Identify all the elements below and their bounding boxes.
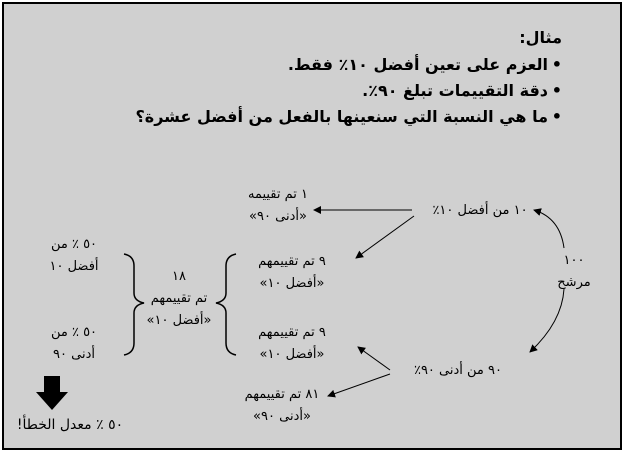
bottom-ninety-node: ٩٠ من أدنى ٩٠٪ (413, 363, 503, 378)
error-rate-label: ٥٠ ٪ معدل الخطأ! (16, 417, 124, 433)
box-a-rated-bottom: ١ تم تقييمه «أدنى ٩٠» (247, 187, 309, 224)
arrow-to-box-b (356, 216, 414, 258)
bullet-item: •العزم على تعين أفضل ١٠٪ فقط. (287, 55, 562, 74)
brace-group-right (216, 254, 236, 355)
candidates-node: ١٠٠ مرشح (557, 253, 591, 290)
box-c-rated-top: ٩ تم تقييمهم «أفضل ١٠» (258, 325, 326, 362)
down-arrow-icon (36, 376, 68, 410)
bullet-item: •دقة التقييمات تبلغ ٩٠٪. (362, 81, 562, 100)
result-top-half: ٥٠ ٪ من أفضل ١٠ (49, 237, 99, 274)
bullet-item: •ما هي النسبة التي سنعينها بالفعل من أفضل عشرة؟ (135, 107, 562, 126)
example-title: مثال: (519, 28, 562, 47)
top-ten-node: ١٠ من أفضل ١٠٪ (432, 203, 528, 218)
arrow-to-box-d (328, 374, 390, 396)
combined-rated-top: ١٨ تم تقييمهم «أفضل ١٠» (146, 269, 212, 328)
box-b-rated-top: ٩ تم تقييمهم «أفضل ١٠» (258, 254, 326, 291)
arrow-to-bottom-ninety (530, 289, 564, 352)
box-d-rated-bottom: ٨١ تم تقييمهم «أدنى ٩٠» (244, 387, 320, 424)
arrow-to-box-c (358, 347, 390, 370)
diagram-frame (2, 2, 622, 450)
result-bottom-half: ٥٠ ٪ من أدنى ٩٠ (50, 325, 98, 362)
